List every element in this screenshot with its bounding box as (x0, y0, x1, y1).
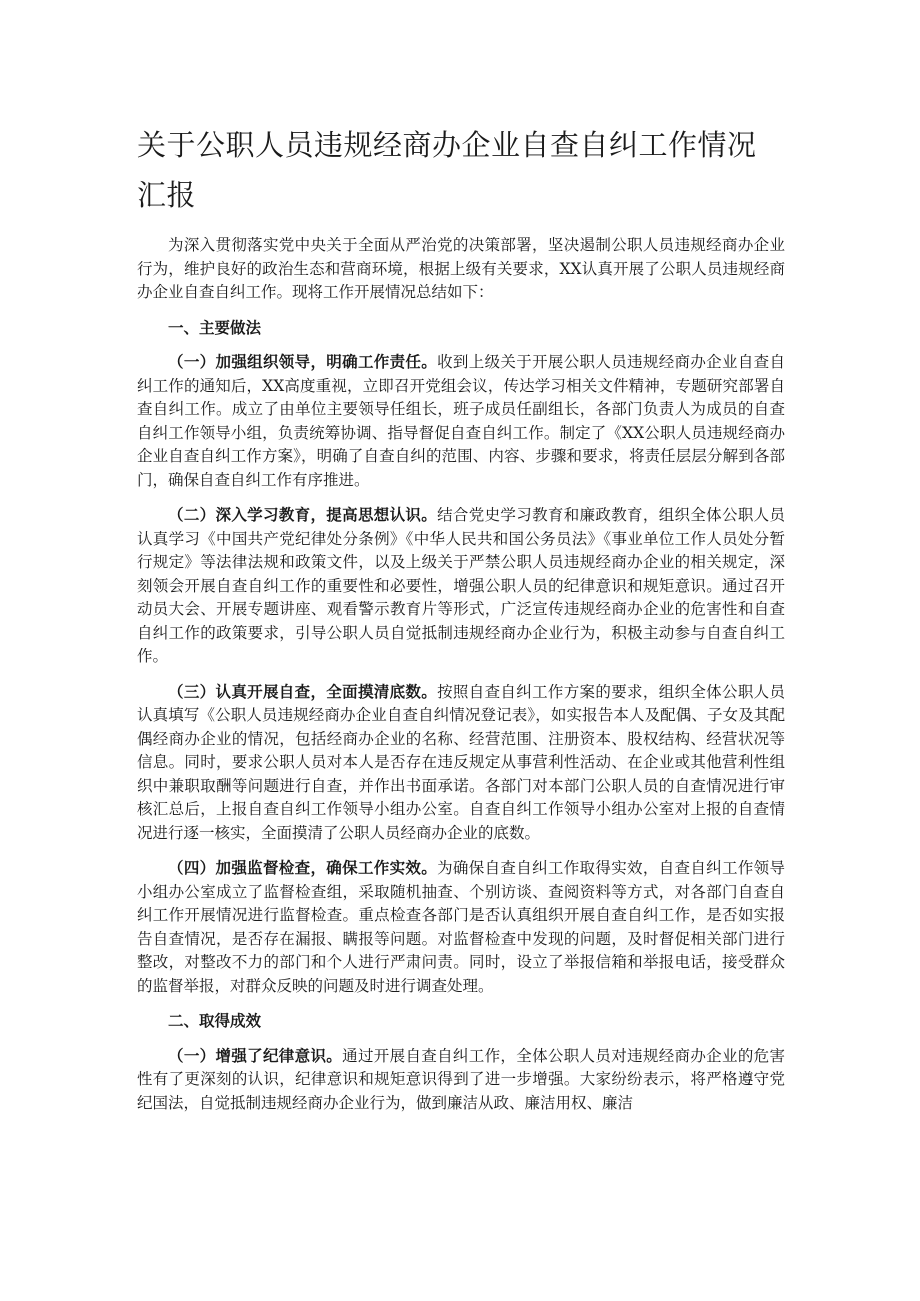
item-lead: （二）深入学习教育，提高思想认识。 (168, 505, 438, 524)
section-1-heading: 一、主要做法 (168, 317, 262, 337)
item-text: 为确保自查自纠工作取得实效，自查自纠工作领导小组办公室成立了监督检查组，采取随机抽查、个别访谈、查阅资料等方式，对各部门自查自纠工作开展情况进行监督检查。重点检查各部门是否认真组织开展自查自纠工作，是否如实报告自查情况，是否存在漏报、瞒报等问题。对监督检查中发现的问题，及时督促相关部门进行整改，对整改不力的部门和个人进行严肃问责。同时，设立了举报信箱和举报电话，接受群众的监督举报，对群众反映的问题及时进行调查处理。 (137, 859, 785, 995)
item-text: 收到上级关于开展公职人员违规经商办企业自查自纠工作的通知后，XX高度重视，立即召开党组会议，传达学习相关文件精神，专题研究部署自查自纠工作。成立了由单位主要领导任组长，班子成员任副组长，各部门负责人为成员的自查自纠工作领导小组，负责统筹协调、指导督促自查自纠工作。制定了《XX公职人员违规经商办企业自查自纠工作方案》，明确了自查自纠的范围、内容、步骤和要求，将责任层层分解到各部门，确保自查自纠工作有序推进。 (137, 353, 785, 489)
item-text: 按照自查自纠工作方案的要求，组织全体公职人员认真填写《公职人员违规经商办企业自查自纠情况登记表》，如实报告本人及配偶、子女及其配偶经商办企业的情况，包括经商办企业的名称、经营范围、注册资本、股权结构、经营状况等信息。同时，要求公职人员对本人是否存在违反规定从事营利性活动、在企业或其他营利性组织中兼职取酬等问题进行自查，并作出书面承诺。各部门对本部门公职人员的自查情况进行审核汇总后，上报自查自纠工作领导小组办公室。自查自纠工作领导小组办公室对上报的自查情况进行逐一核实，全面摸清了公职人员经商办企业的底数。 (137, 682, 785, 842)
item-lead: （四）加强监督检查，确保工作实效。 (168, 858, 438, 877)
section-2-item-1 (137, 1044, 785, 1116)
item-text: 结合党史学习教育和廉政教育，组织全体公职人员认真学习《中国共产党纪律处分条例》《中华人民共和国公务员法》《事业单位工作人员处分暂行规定》等法律法规和政策文件，以及上级关于严禁公职人员违规经商办企业的相关规定，深刻领会开展自查自纠工作的重要性和必要性，增强公职人员的纪律意识和规矩意识。通过召开动员大会、开展专题讲座、观看警示教育片等形式，广泛宣传违规经商办企业的危害性和自查自纠工作的政策要求，引导公职人员自觉抵制违规经商办企业行为，积极主动参与自查自纠工作。 (137, 506, 785, 665)
document-page (137, 120, 785, 1126)
section-1-item-1 (137, 350, 785, 492)
section-1-item-3 (137, 680, 785, 846)
section-1-item-2 (137, 503, 785, 669)
intro-paragraph: 为深入贯彻落实党中央关于全面从严治党的决策部署，坚决遏制公职人员违规经商办企业行为，维护良好的政治生态和营商环境，根据上级有关要求，XX认真开展了公职人员违规经商办企业自查自纠工作。现将工作开展情况总结如下： (137, 236, 785, 301)
section-2-heading: 二、取得成效 (168, 1011, 262, 1030)
item-text: 通过开展自查自纠工作，全体公职人员对违规经商办企业的危害性有了更深刻的认识，纪律意识和规矩意识得到了进一步增强。大家纷纷表示，将严格遵守党纪国法，自觉抵制违规经商办企业行为，做到廉洁从政、廉洁用权、廉洁 (137, 1046, 785, 1112)
section-1-item-4 (137, 856, 785, 998)
document-title: 关于公职人员违规经商办企业自查自纠工作情况汇报 (137, 128, 757, 212)
item-lead: （三）认真开展自查，全面摸清底数。 (168, 681, 438, 701)
item-lead: （一）增强了纪律意识。 (168, 1045, 343, 1065)
item-lead: （一）加强组织领导，明确工作责任。 (168, 352, 438, 371)
